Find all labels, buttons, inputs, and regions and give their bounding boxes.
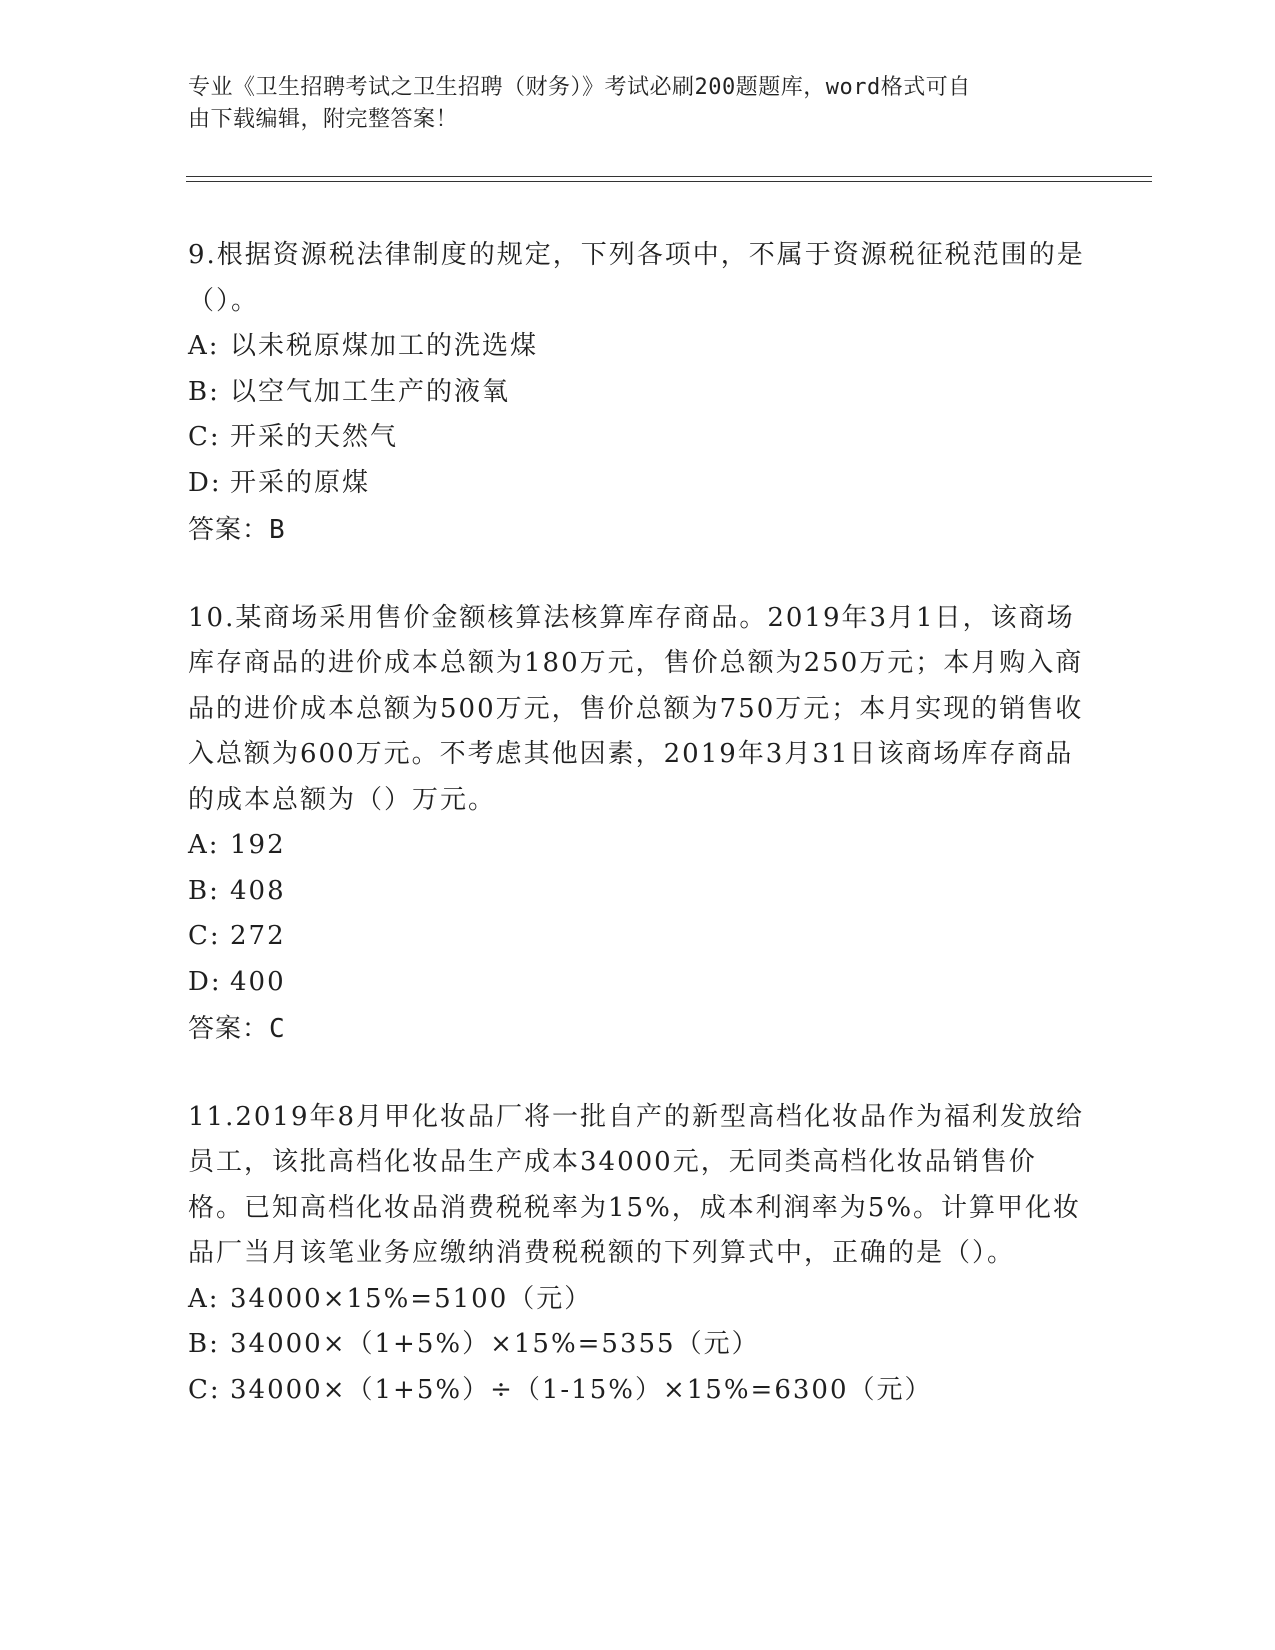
option-letter: B: bbox=[188, 875, 220, 906]
option-text: 开采的原煤 bbox=[230, 467, 371, 498]
option-letter: B: bbox=[188, 1329, 220, 1359]
question-11 bbox=[188, 1095, 1088, 1414]
answer-line bbox=[188, 508, 1088, 554]
option-letter: C: bbox=[188, 422, 221, 452]
option-letter: C: bbox=[188, 921, 221, 951]
question-stem: 11.2019年8月甲化妆品厂将一批自产的新型高档化妆品作为福利发放给员工，该批高档化妆品生产成本34000元，无同类高档化妆品销售价格。已知高档化妆品消费税税率为15%，成本利润率为5%。计算甲化妆品厂当月该笔业务应缴纳消费税税额的下列算式中，正确的是（）。 bbox=[188, 1101, 1085, 1268]
option-b bbox=[188, 869, 1088, 915]
option-a bbox=[188, 1277, 1088, 1323]
answer-label: 答案： bbox=[188, 515, 270, 545]
option-c bbox=[188, 914, 1088, 960]
option-text: 34000×（1+5%）÷（1-15%）×15%=6300（元） bbox=[230, 1374, 933, 1405]
option-text: 400 bbox=[230, 966, 286, 997]
option-c bbox=[188, 1368, 1088, 1414]
option-letter: C: bbox=[188, 1374, 221, 1405]
option-text: 以未税原煤加工的洗选煤 bbox=[230, 331, 539, 361]
option-text: 34000×（1+5%）×15%=5355（元） bbox=[230, 1329, 760, 1359]
option-letter: D: bbox=[188, 467, 222, 498]
option-letter: D: bbox=[188, 966, 222, 997]
option-text: 以空气加工生产的液氧 bbox=[230, 376, 511, 407]
header-line-1: 专业《卫生招聘考试之卫生招聘（财务）》考试必刷200题题库，word格式可自 bbox=[188, 75, 971, 100]
option-text: 192 bbox=[230, 830, 286, 860]
option-text: 272 bbox=[230, 921, 286, 951]
option-letter: A: bbox=[188, 830, 220, 860]
document-header bbox=[188, 72, 1068, 136]
option-d bbox=[188, 960, 1088, 1006]
question-9 bbox=[188, 233, 1088, 554]
question-stem: 10.某商场采用售价金额核算法核算库存商品。2019年3月1日，该商场库存商品的进价成本总额为180万元，售价总额为250万元；本月购入商品的进价成本总额为500万元，售价总额为750万元；本月实现的销售收入总额为600万元。不考虑其他因素，2019年3月31日该商场库存商品的成本总额为（）万元。 bbox=[188, 602, 1084, 815]
option-b bbox=[188, 1322, 1088, 1368]
option-text: 开采的天然气 bbox=[230, 422, 399, 452]
header-line-2: 由下载编辑，附完整答案！ bbox=[188, 107, 459, 132]
option-b bbox=[188, 370, 1088, 416]
header-divider-bottom bbox=[186, 181, 1152, 182]
option-d bbox=[188, 461, 1088, 507]
option-a bbox=[188, 823, 1088, 869]
option-text: 408 bbox=[230, 875, 286, 906]
question-10 bbox=[188, 596, 1088, 1053]
option-letter: A: bbox=[188, 331, 220, 361]
option-c bbox=[188, 415, 1088, 461]
answer-line bbox=[188, 1007, 1088, 1053]
question-stem: 9.根据资源税法律制度的规定，下列各项中，不属于资源税征税范围的是（）。 bbox=[188, 240, 1085, 316]
option-letter: A: bbox=[188, 1283, 220, 1314]
option-a bbox=[188, 324, 1088, 370]
answer-label: 答案： bbox=[188, 1014, 270, 1044]
option-text: 34000×15%=5100（元） bbox=[230, 1283, 593, 1314]
question-list bbox=[188, 233, 1088, 1455]
option-letter: B: bbox=[188, 376, 220, 407]
header-divider-top bbox=[186, 176, 1152, 177]
answer-value: B bbox=[269, 515, 286, 545]
answer-value: C bbox=[269, 1014, 286, 1044]
